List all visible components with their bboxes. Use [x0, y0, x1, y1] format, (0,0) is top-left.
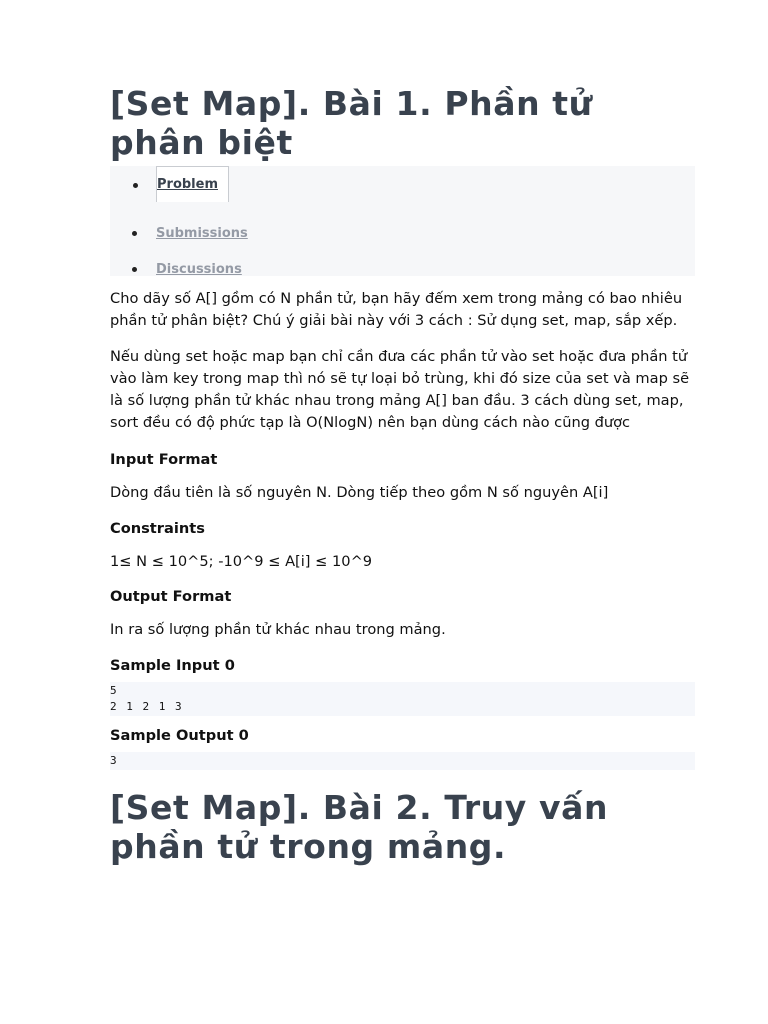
problem-tabs: [110, 166, 695, 276]
document-page: [110, 84, 695, 866]
problem-2-title: [Set Map]. Bài 2. Truy vấn phần tử trong mảng.: [110, 788, 609, 866]
problem-description-1: Cho dãy số A[] gồm có N phần tử, bạn hãy đếm xem trong mảng có bao nhiêu phần tử phân biệt? Chú ý giải bài này với 3 cách : Sử dụng set, map, sắp xếp.: [110, 290, 683, 329]
tab-problem-label[interactable]: Problem: [157, 177, 218, 192]
output-format-heading: Output Format: [110, 588, 232, 605]
tab-discussions[interactable]: [156, 259, 242, 279]
sample-input-heading: Sample Input 0: [110, 657, 235, 674]
tab-bullet: [132, 267, 137, 272]
sample-output-heading: Sample Output 0: [110, 727, 249, 744]
input-format-heading: Input Format: [110, 451, 218, 468]
tab-discussions-label[interactable]: Discussions: [156, 261, 242, 277]
tab-submissions-label[interactable]: Submissions: [156, 225, 248, 241]
problem-1-title: [Set Map]. Bài 1. Phần tử phân biệt: [110, 84, 593, 162]
tab-bullet: [132, 231, 137, 236]
constraints-text: 1≤ N ≤ 10^5; -10^9 ≤ A[i] ≤ 10^9: [110, 553, 373, 570]
sample-input-code: 5 2 1 2 1 3: [110, 682, 695, 716]
tab-bullet: [133, 183, 138, 188]
tab-submissions[interactable]: [156, 223, 248, 243]
tab-problem[interactable]: [156, 166, 229, 202]
input-format-text: Dòng đầu tiên là số nguyên N. Dòng tiếp theo gồm N số nguyên A[i]: [110, 484, 609, 501]
constraints-heading: Constraints: [110, 520, 205, 537]
sample-output-code: 3: [110, 752, 695, 770]
problem-description-2: Nếu dùng set hoặc map bạn chỉ cần đưa các phần tử vào set hoặc đưa phần tử vào làm key trong map thì nó sẽ tự loại bỏ trùng, khi đó size của set và map sẽ là số lượng phần tử khác nhau trong mảng A[] ban đầu. 3 cách dùng set, map, sort đều có độ phức tạp là O(NlogN) nên bạn dùng cách nào cũng được: [110, 348, 690, 431]
output-format-text: In ra số lượng phần tử khác nhau trong mảng.: [110, 621, 446, 638]
